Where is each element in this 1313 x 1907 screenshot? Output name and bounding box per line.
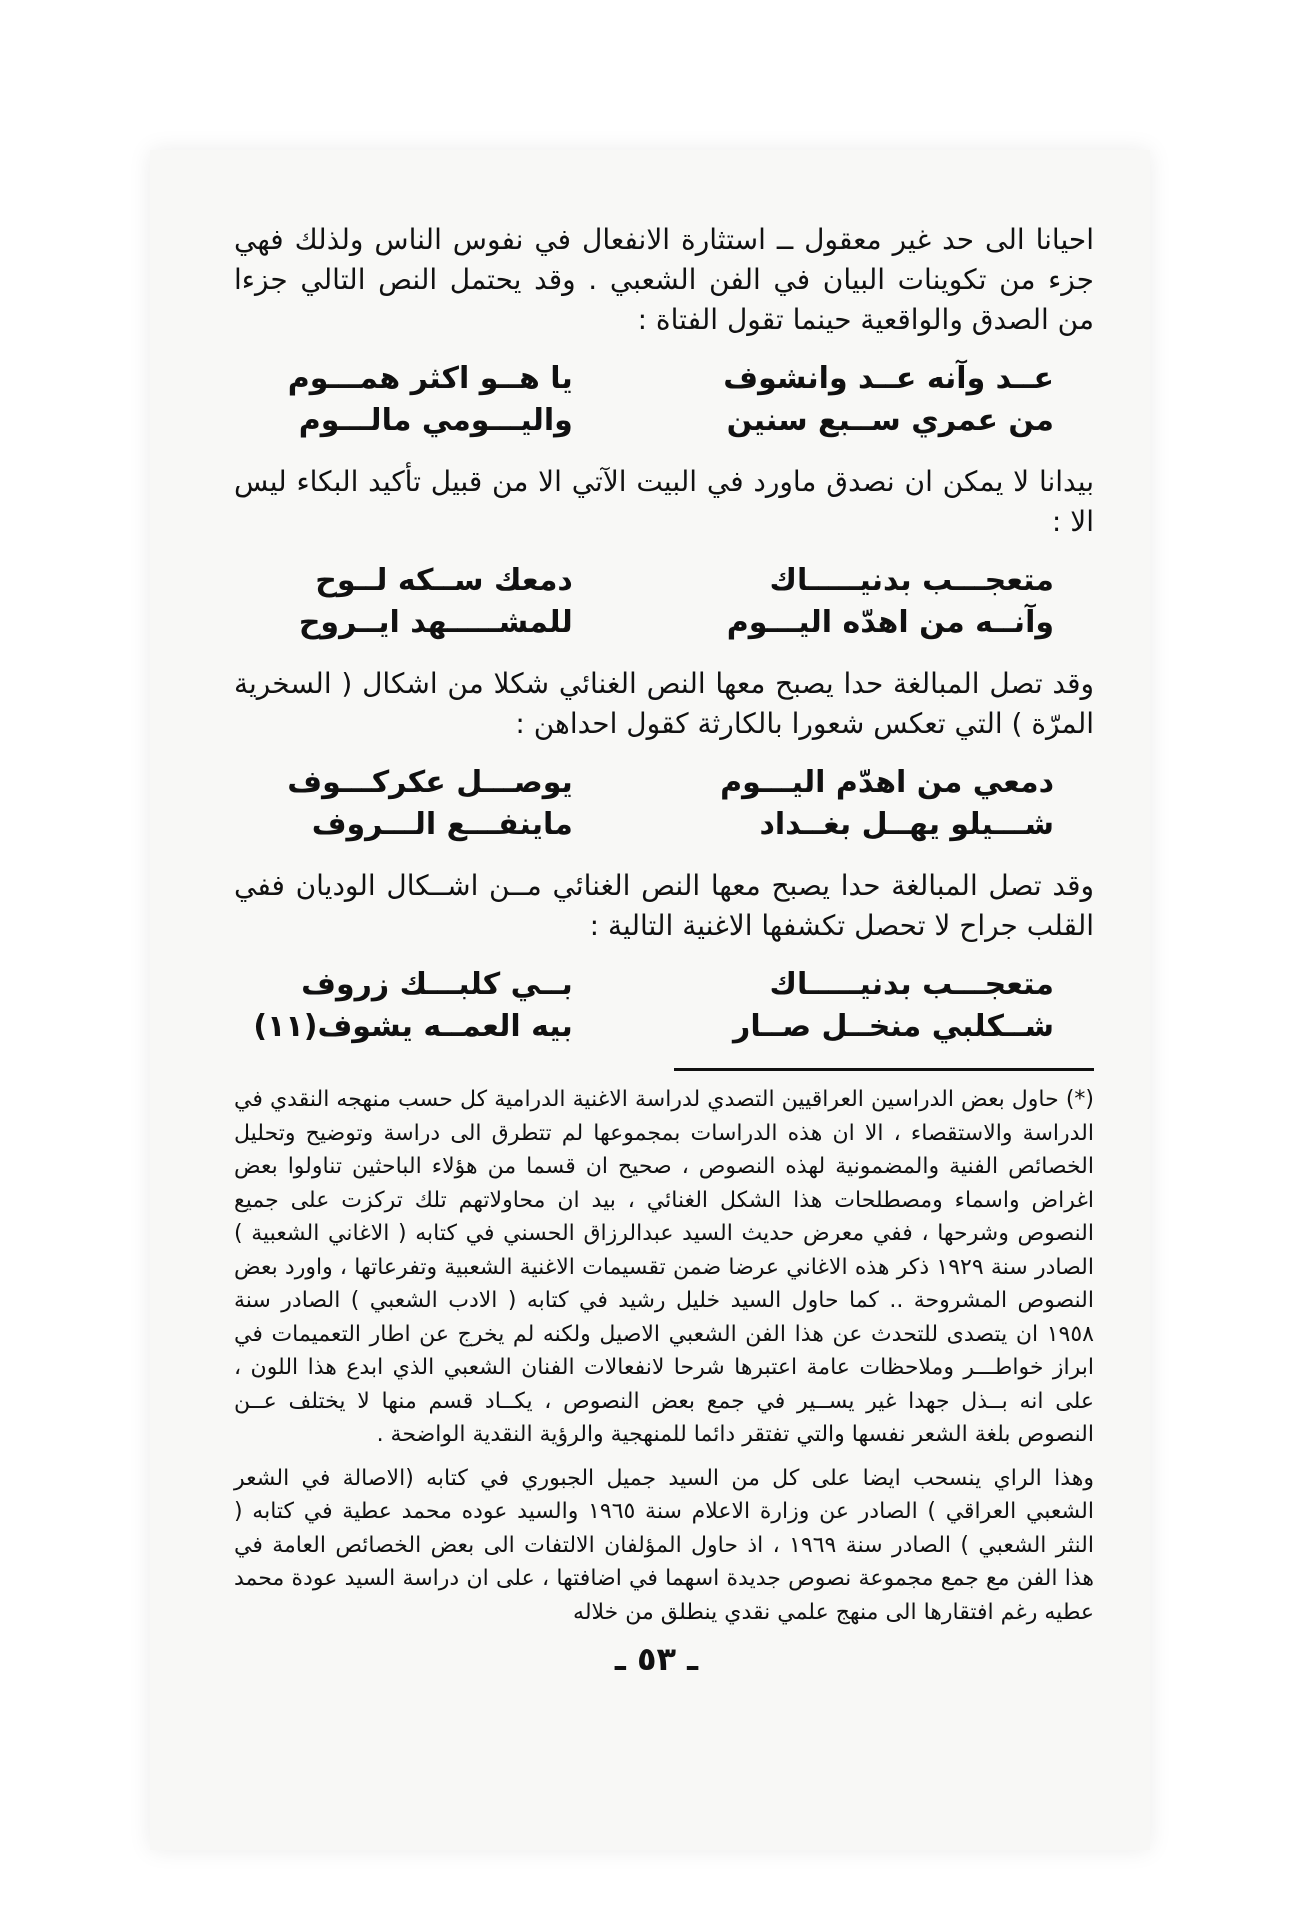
verse-2	[234, 560, 1094, 644]
verse-2-right	[665, 560, 1054, 644]
verse-1	[234, 358, 1094, 442]
hemistich: للمشـــــهد ايــروح	[298, 605, 573, 640]
intro-paragraph: احيانا الى حد غير معقول ــ استثارة الانفعال في نفوس الناس ولذلك فهي جزء من تكوينات البيان في الفن الشعبي . وقد يحتمل النص التالي جزءا من الصدق والواقعية حينما تقول الفتاة :	[234, 223, 1094, 336]
hemistich: ماينفـــع الـــروف	[311, 807, 573, 842]
hemistich: بــي كلبـــك زروف	[301, 967, 573, 1002]
verse-2-left	[244, 560, 633, 644]
verse-1-left	[244, 358, 633, 442]
verse-3-right	[665, 762, 1054, 846]
hemistich: عــد وآنه عــد وانشوف	[723, 361, 1054, 396]
hemistich: متعجـــب بدنيـــــاك	[769, 967, 1054, 1002]
hemistich: متعجـــب بدنيـــــاك	[769, 563, 1054, 598]
verse-3	[234, 762, 1094, 846]
hemistich: شــكلبي منخــل صــار	[733, 1009, 1054, 1044]
page-number: ـ ٥٣ ـ	[614, 1640, 699, 1678]
footnote-divider	[674, 1068, 1094, 1071]
verse-3-left	[244, 762, 633, 846]
hemistich: دمعك ســكه لــوح	[315, 563, 573, 598]
hemistich: وآنــه من اهدّه اليـــوم	[726, 605, 1054, 640]
hemistich: يا هــو اكثر همـــوم	[287, 361, 573, 396]
hemistich: واليـــومي مالـــوم	[298, 403, 573, 438]
verse-1-right	[665, 358, 1054, 442]
paragraph-2: بيدانا لا يمكن ان نصدق ماورد في البيت الآتي الا من قبيل تأكيد البكاء ليس الا :	[234, 465, 1094, 538]
verse-4-left	[244, 964, 633, 1048]
hemistich: بيه العمــه يشوف(١١)	[253, 1009, 573, 1044]
paragraph-4: وقد تصل المبالغة حدا يصبح معها النص الغنائي مــن اشــكال الوديان ففي القلب جراح لا تحصل تكشفها الاغنية التالية :	[234, 869, 1094, 942]
verse-4-right	[665, 964, 1054, 1048]
hemistich: من عمري ســبع سنين	[726, 403, 1054, 438]
verse-4	[234, 964, 1094, 1048]
hemistich: شـــيلو يهــل بغــداد	[759, 807, 1054, 842]
footnote-1: (*) حاول بعض الدراسين العراقيين التصدي لدراسة الاغنية الدرامية كل حسب منهجه النقدي في الدراسة والاستقصاء ، الا ان هذه الدراسات بمجموعها لم تتطرق الى دراسة وتوضيح وتحليل الخصائص الفنية والمضمونية لهذه النصوص ، صحيح ان قسما من هؤلاء الباحثين تناولوا بعض اغراض واسماء ومصطلحات هذا الشكل الغنائي ، بيد ان محاولاتهم تلك تركزت على جميع النصوص وشرحها ، ففي معرض حديث السيد عبدالرزاق الحسني في كتابه ( الاغاني الشعبية ) الصادر سنة ١٩٢٩ ذكر هذه الاغاني عرضا ضمن تقسيمات الاغنية الشعبية وتفرعاتها ، واورد بعض النصوص المشروحة .. كما حاول السيد خليل رشيد في كتابه ( الادب الشعبي ) الصادر سنة ١٩٥٨ ان يتصدى للتحدث عن هذا الفن الشعبي الاصيل ولكنه لم يخرج عن اطار التعميمات في ابراز خواطـــر وملاحظات عامة اعتبرها شرحا لانفعالات الفنان الشعبي الذي ابدع هذا اللون ، على انه بــذل جهدا غير يســير في جمع بعض النصوص ، يكــاد قسم منها لا يختلف عــن النصوص بلغة الشعر نفسها والتي تفتقر دائما للمنهجية والرؤية النقدية الواضحة .	[234, 1087, 1094, 1447]
paragraph-3: وقد تصل المبالغة حدا يصبح معها النص الغنائي شكلا من اشكال ( السخرية المرّة ) التي تعكس شعورا بالكارثة كقول احداهن :	[234, 667, 1094, 740]
hemistich: دمعي من اهدّم اليـــوم	[720, 765, 1054, 800]
footnote-2: وهذا الراي ينسحب ايضا على كل من السيد جميل الجبوري في كتابه (الاصالة في الشعر الشعبي العراقي ) الصادر عن وزارة الاعلام سنة ١٩٦٥ والسيد عوده محمد عطية في كتابه ( النثر الشعبي ) الصادر سنة ١٩٦٩ ، اذ حاول المؤلفان الالتفات الى بعض الخصائص العامة في هذا الفن مع جمع مجموعة نصوص جديدة اسهما في اضافتها ، على ان دراسة السيد عودة محمد عطيه رغم افتقارها الى منهج علمي نقدي ينطلق من خلاله	[234, 1465, 1094, 1625]
page-content	[234, 220, 1094, 1639]
hemistich: يوصـــل عكركـــوف	[287, 765, 573, 800]
